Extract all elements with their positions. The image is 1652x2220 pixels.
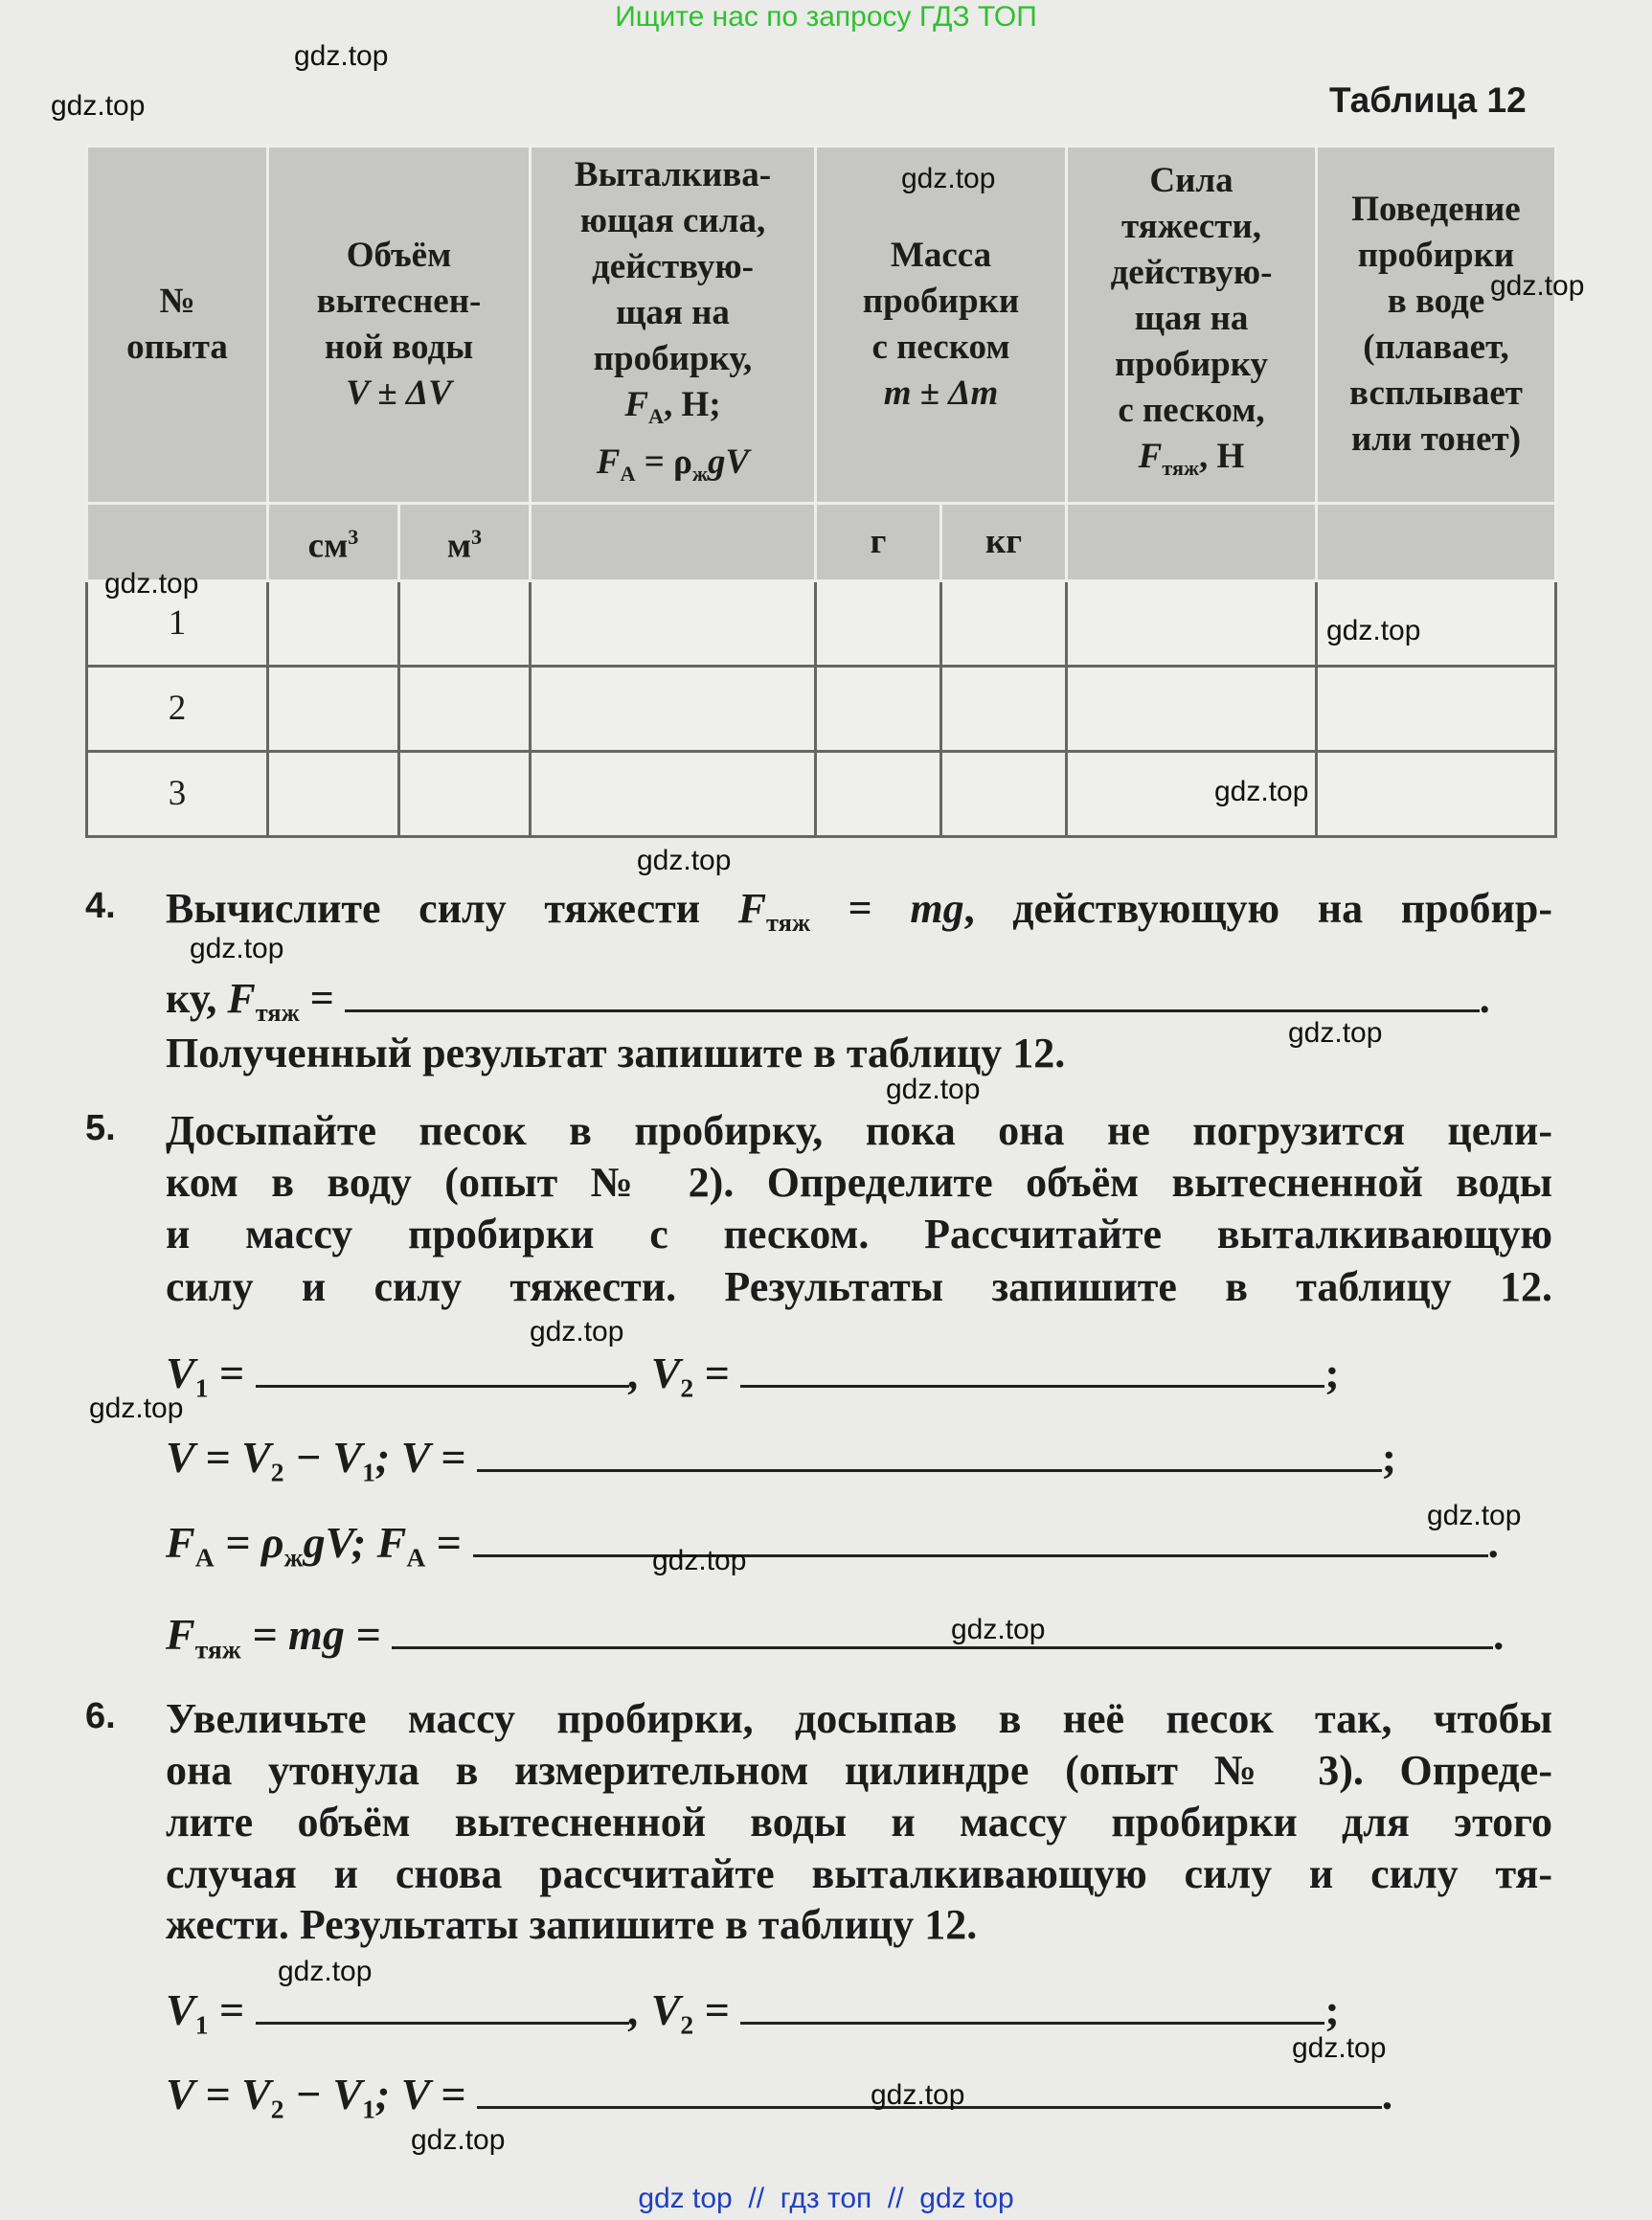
watermark: gdz.top (278, 1956, 373, 1987)
watermark: gdz.top (190, 933, 284, 964)
answer-blank[interactable] (256, 1983, 629, 2025)
text: ; (1324, 1985, 1340, 2034)
input-cell[interactable] (941, 667, 1067, 752)
subscript: 1 (362, 1457, 375, 1487)
text: , Н; (664, 385, 721, 425)
input-cell[interactable] (816, 581, 941, 667)
subscript: тяж (255, 998, 300, 1028)
input-cell[interactable] (1067, 581, 1317, 667)
watermark: gdz.top (901, 163, 996, 194)
input-cell[interactable] (1317, 667, 1556, 752)
subscript: тяж (194, 1634, 241, 1665)
text: = (693, 1348, 741, 1397)
symbol: V = V (166, 1433, 271, 1482)
unit-exp: 3 (348, 525, 359, 550)
symbol: gV (708, 442, 750, 482)
subscript: ж (691, 461, 708, 486)
input-cell[interactable] (399, 752, 531, 837)
answer-blank[interactable] (473, 1516, 1488, 1557)
row-number: 1 (87, 581, 268, 667)
header-line: ющая сила, (579, 201, 766, 241)
text: , Н (1199, 437, 1245, 477)
unit-cell (268, 504, 399, 581)
item6-line: лите объём вытесненной воды и массу пробирки для этого (166, 1799, 1552, 1846)
footer-links[interactable]: gdz top // гдз топ // gdz top (638, 2183, 1014, 2214)
header-line: Объём (346, 236, 452, 275)
watermark: gdz.top (1214, 776, 1309, 807)
header-line: пробирку (1114, 345, 1269, 385)
item5-line: силу и силу тяжести. Результаты запишите в таблицу 12. (166, 1263, 1552, 1310)
input-cell[interactable] (1067, 667, 1317, 752)
text: . (1479, 975, 1490, 1022)
watermark: gdz.top (652, 1545, 747, 1576)
input-cell[interactable] (268, 667, 399, 752)
units-row (87, 504, 1556, 581)
symbol: , V (628, 1985, 681, 2034)
answer-blank[interactable] (256, 1347, 629, 1388)
text: = ρ (635, 442, 692, 482)
item4-line (166, 883, 1552, 948)
text: ; (1381, 1433, 1397, 1482)
input-cell[interactable] (941, 581, 1067, 667)
symbol: F (166, 1610, 195, 1659)
symbol: F (596, 442, 621, 482)
header-line: Масса (890, 236, 992, 275)
item5-formula-fa (166, 1516, 1552, 1584)
answer-blank[interactable] (392, 1608, 1493, 1649)
header-formula (532, 440, 814, 497)
item5-line: ком в воду (опыт № 2). Определите объём вытесненной воды (166, 1159, 1552, 1206)
symbol: F (166, 1518, 195, 1567)
subscript: А (620, 461, 636, 486)
watermark: gdz.top (951, 1614, 1046, 1645)
text: = (208, 1985, 256, 2034)
item-number: 4. (85, 886, 116, 926)
header-formula (1068, 434, 1315, 491)
watermark: gdz.top (51, 90, 146, 122)
header-line: щая на (616, 293, 730, 333)
header-line: опыта (126, 328, 228, 367)
text: ; (1324, 1348, 1340, 1397)
text: ку, (166, 975, 228, 1022)
watermark: gdz.top (294, 40, 389, 72)
item5-formula-v (166, 1431, 1552, 1499)
watermark: gdz.top (1292, 2032, 1387, 2064)
text: Вычислите силу тяжести (166, 885, 738, 932)
input-cell[interactable] (531, 581, 816, 667)
header-buoyant-force (531, 147, 816, 504)
subscript: 1 (362, 2094, 375, 2124)
symbol: = mg = (240, 1610, 393, 1659)
header-line: вытеснен- (316, 282, 482, 321)
table-row (87, 667, 1556, 752)
item6-line: случая и снова рассчитайте выталкивающую силу и силу тя- (166, 1850, 1552, 1897)
watermark: gdz.top (1288, 1017, 1383, 1049)
subscript: тяж (1162, 455, 1200, 480)
header-formula: V ± ΔV (346, 374, 452, 413)
answer-blank[interactable] (477, 1431, 1382, 1472)
symbol: V (166, 1348, 195, 1397)
data-table (85, 145, 1557, 838)
watermark: gdz.top (104, 568, 199, 600)
watermark: gdz.top (89, 1393, 184, 1424)
row-number: 2 (87, 667, 268, 752)
symbol: − V (283, 1433, 363, 1482)
subscript: 1 (194, 1372, 209, 1403)
answer-blank[interactable] (740, 1983, 1324, 2025)
item6-line: она утонула в измерительном цилиндре (опыт № 3). Опреде- (166, 1747, 1552, 1794)
header-line: Поведение (1351, 190, 1521, 229)
subscript: 2 (270, 1457, 284, 1487)
text: = (299, 975, 345, 1022)
input-cell[interactable] (1317, 752, 1556, 837)
symbol: , V (628, 1348, 681, 1397)
unit-cell (1317, 504, 1556, 581)
text: = (693, 1985, 741, 2034)
header-line: Сила (1149, 161, 1233, 201)
header-line: пробирки (1357, 236, 1515, 275)
watermark: gdz.top (637, 845, 732, 876)
text: = (208, 1348, 256, 1397)
symbol: F (737, 885, 767, 932)
header-line: в воде (1387, 282, 1485, 321)
header-line: или тонет) (1350, 419, 1522, 459)
input-cell[interactable] (399, 667, 531, 752)
header-line: всплывает (1349, 374, 1523, 413)
symbol: mg (910, 885, 964, 932)
symbol: V (166, 1985, 195, 2034)
watermark: gdz.top (871, 2079, 965, 2111)
subscript: А (194, 1542, 215, 1573)
subscript: ж (283, 1542, 304, 1573)
input-cell[interactable] (399, 581, 531, 667)
text: , действующую на пробир- (963, 885, 1552, 932)
header-line: Выталкива- (574, 155, 772, 195)
subscript: 2 (680, 1372, 694, 1403)
item5-formula-v1-v2 (166, 1347, 1552, 1415)
unit-cell (1067, 504, 1317, 581)
input-cell[interactable] (816, 667, 941, 752)
input-cell[interactable] (531, 667, 816, 752)
header-formula: m ± Δm (883, 374, 999, 413)
text: . (1487, 1518, 1499, 1567)
input-cell[interactable] (816, 752, 941, 837)
watermark: gdz.top (530, 1316, 624, 1348)
symbol: − V (283, 2070, 363, 2118)
subscript: А (406, 1542, 426, 1573)
item6-line: жести. Результаты запишите в таблицу 12. (166, 1901, 978, 1948)
symbol: = ρ (214, 1518, 284, 1567)
item4-line: Полученный результат запишите в таблицу 12. (166, 1030, 1066, 1076)
item-number: 5. (85, 1108, 116, 1148)
header-line: тяжести, (1120, 207, 1262, 247)
table-caption: Таблица 12 (1329, 80, 1527, 120)
header-experiment-number (87, 147, 268, 504)
answer-blank[interactable] (740, 1347, 1324, 1388)
symbol: gV; F (303, 1518, 407, 1567)
item5-line: и массу пробирки с песком. Рассчитайте выталкивающую (166, 1211, 1552, 1257)
subscript: А (648, 404, 665, 428)
symbol: ; V = (374, 1433, 477, 1482)
subscript: тяж (766, 908, 811, 938)
text: = (810, 885, 911, 932)
watermark: gdz.top (886, 1074, 981, 1105)
table-row (87, 752, 1556, 837)
input-cell[interactable] (268, 752, 399, 837)
header-line: действую- (592, 247, 754, 287)
header-line: с песком (871, 328, 1010, 367)
header-line: щая на (1134, 299, 1249, 339)
symbol: F (1138, 437, 1163, 477)
symbol: V = V (166, 2070, 271, 2118)
item6-formula-v (166, 2068, 1552, 2136)
header-volume (268, 147, 531, 504)
watermark: gdz.top (1427, 1500, 1522, 1531)
item6-line: Увеличьте массу пробирки, досыпав в неё песок так, чтобы (166, 1695, 1552, 1742)
unit-cell (531, 504, 816, 581)
subscript: 2 (270, 2094, 284, 2124)
unit-cell (399, 504, 531, 581)
symbol: F (227, 975, 256, 1022)
header-line: действую- (1110, 253, 1273, 293)
header-line: пробирку, (593, 339, 753, 379)
search-banner[interactable]: Ищите нас по запросу ГДЗ ТОП (615, 1, 1037, 33)
subscript: 1 (194, 2009, 209, 2040)
subscript: 2 (680, 2009, 694, 2040)
header-gravity (1067, 147, 1317, 504)
header-mass (816, 147, 1067, 504)
answer-blank[interactable] (345, 971, 1480, 1012)
item5-formula-ftyazh (166, 1608, 1552, 1676)
watermark: gdz.top (411, 2124, 506, 2156)
text: . (1381, 2070, 1393, 2118)
header-line: ной воды (324, 328, 474, 367)
text: = (425, 1518, 473, 1567)
unit: см (307, 526, 349, 566)
unit-cell: г (816, 504, 941, 581)
header-line: с песком, (1118, 391, 1265, 431)
header-line: пробирки (862, 282, 1020, 321)
symbol: F (624, 385, 649, 425)
unit: м (446, 526, 472, 566)
watermark: gdz.top (1326, 615, 1421, 646)
input-cell[interactable] (941, 752, 1067, 837)
text: . (1493, 1610, 1505, 1659)
input-cell[interactable] (531, 752, 816, 837)
item5-line: Досыпайте песок в пробирку, пока она не погрузится цели- (166, 1107, 1552, 1154)
header-line: (плавает, (1363, 328, 1509, 367)
symbol: ; V = (374, 2070, 477, 2118)
watermark: gdz.top (1490, 270, 1585, 302)
unit-cell: кг (941, 504, 1067, 581)
row-number: 3 (87, 752, 268, 837)
unit-exp: 3 (471, 525, 483, 550)
header-line: № (159, 282, 195, 321)
input-cell[interactable] (268, 581, 399, 667)
header-behavior (1317, 147, 1556, 504)
item-number: 6. (85, 1696, 116, 1736)
header-formula (532, 382, 814, 440)
